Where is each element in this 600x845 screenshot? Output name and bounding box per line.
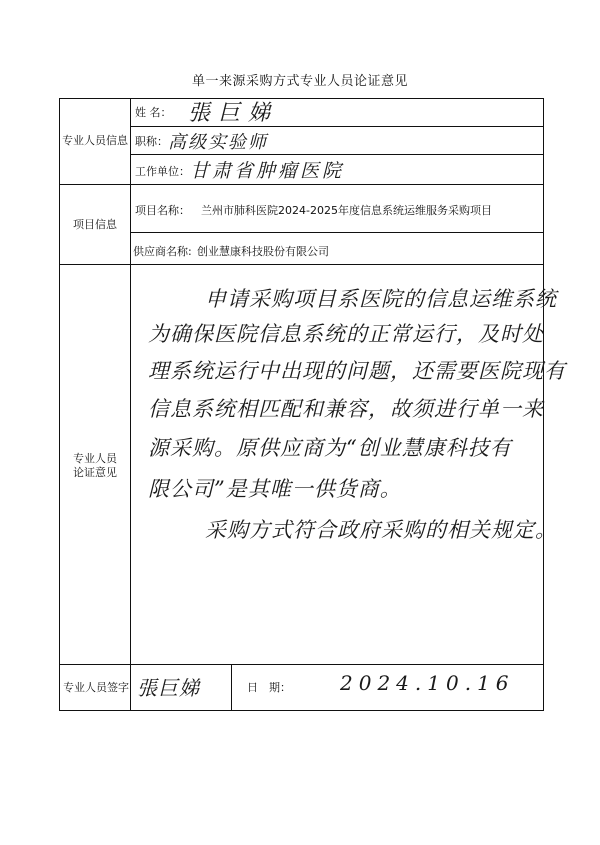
title-label: 职称： (135, 135, 168, 148)
name-value: 張巨娣 (188, 101, 279, 126)
unit-value: 甘肃省肿瘤医院 (190, 160, 345, 182)
row-divider (130, 232, 544, 233)
opinion-line: 采购方式符合政府采购的相关规定。 (205, 518, 557, 542)
project-name-value: 兰州市肺科医院2024-2025年度信息系统运维服务采购项目 (201, 204, 492, 217)
date-value: 2024.10.16 (340, 671, 515, 695)
row-divider (59, 264, 544, 265)
signature-label: 专业人员签字 (63, 681, 129, 694)
opinion-line: 源采购。原供应商为“创业慧康科技有 (148, 436, 512, 460)
supplier-value: 创业慧康科技股份有限公司 (197, 245, 329, 258)
project-name-label: 项目名称： (135, 204, 190, 217)
opinion-line: 为确保医院信息系统的正常运行，及时处 (148, 322, 544, 346)
row-divider (59, 184, 544, 185)
date-label: 日 期： (247, 681, 291, 694)
opinion-line: 理系统运行中出现的问题，还需要医院现有 (148, 359, 566, 383)
signer-signature: 張巨娣 (137, 676, 200, 700)
expert-info-label: 专业人员信息 (62, 134, 128, 147)
row-divider (130, 154, 544, 155)
title-value: 高级实验师 (168, 132, 268, 153)
opinion-line: 信息系统相匹配和兼容，故须进行单一来 (148, 397, 544, 421)
opinion-line: 限公司”是其唯一供货商。 (148, 477, 402, 501)
unit-label: 工作单位： (135, 165, 190, 178)
opinion-label: 专业人员论证意见 (73, 452, 117, 479)
supplier-label: 供应商名称: (133, 245, 192, 258)
column-divider (231, 664, 232, 711)
column-divider (130, 98, 131, 711)
document-title: 单一来源采购方式专业人员论证意见 (191, 74, 408, 89)
opinion-line: 申请采购项目系医院的信息运维系统 (205, 287, 557, 311)
row-divider (59, 664, 544, 665)
project-info-label: 项目信息 (73, 218, 117, 231)
name-label: 姓 名： (135, 106, 172, 119)
